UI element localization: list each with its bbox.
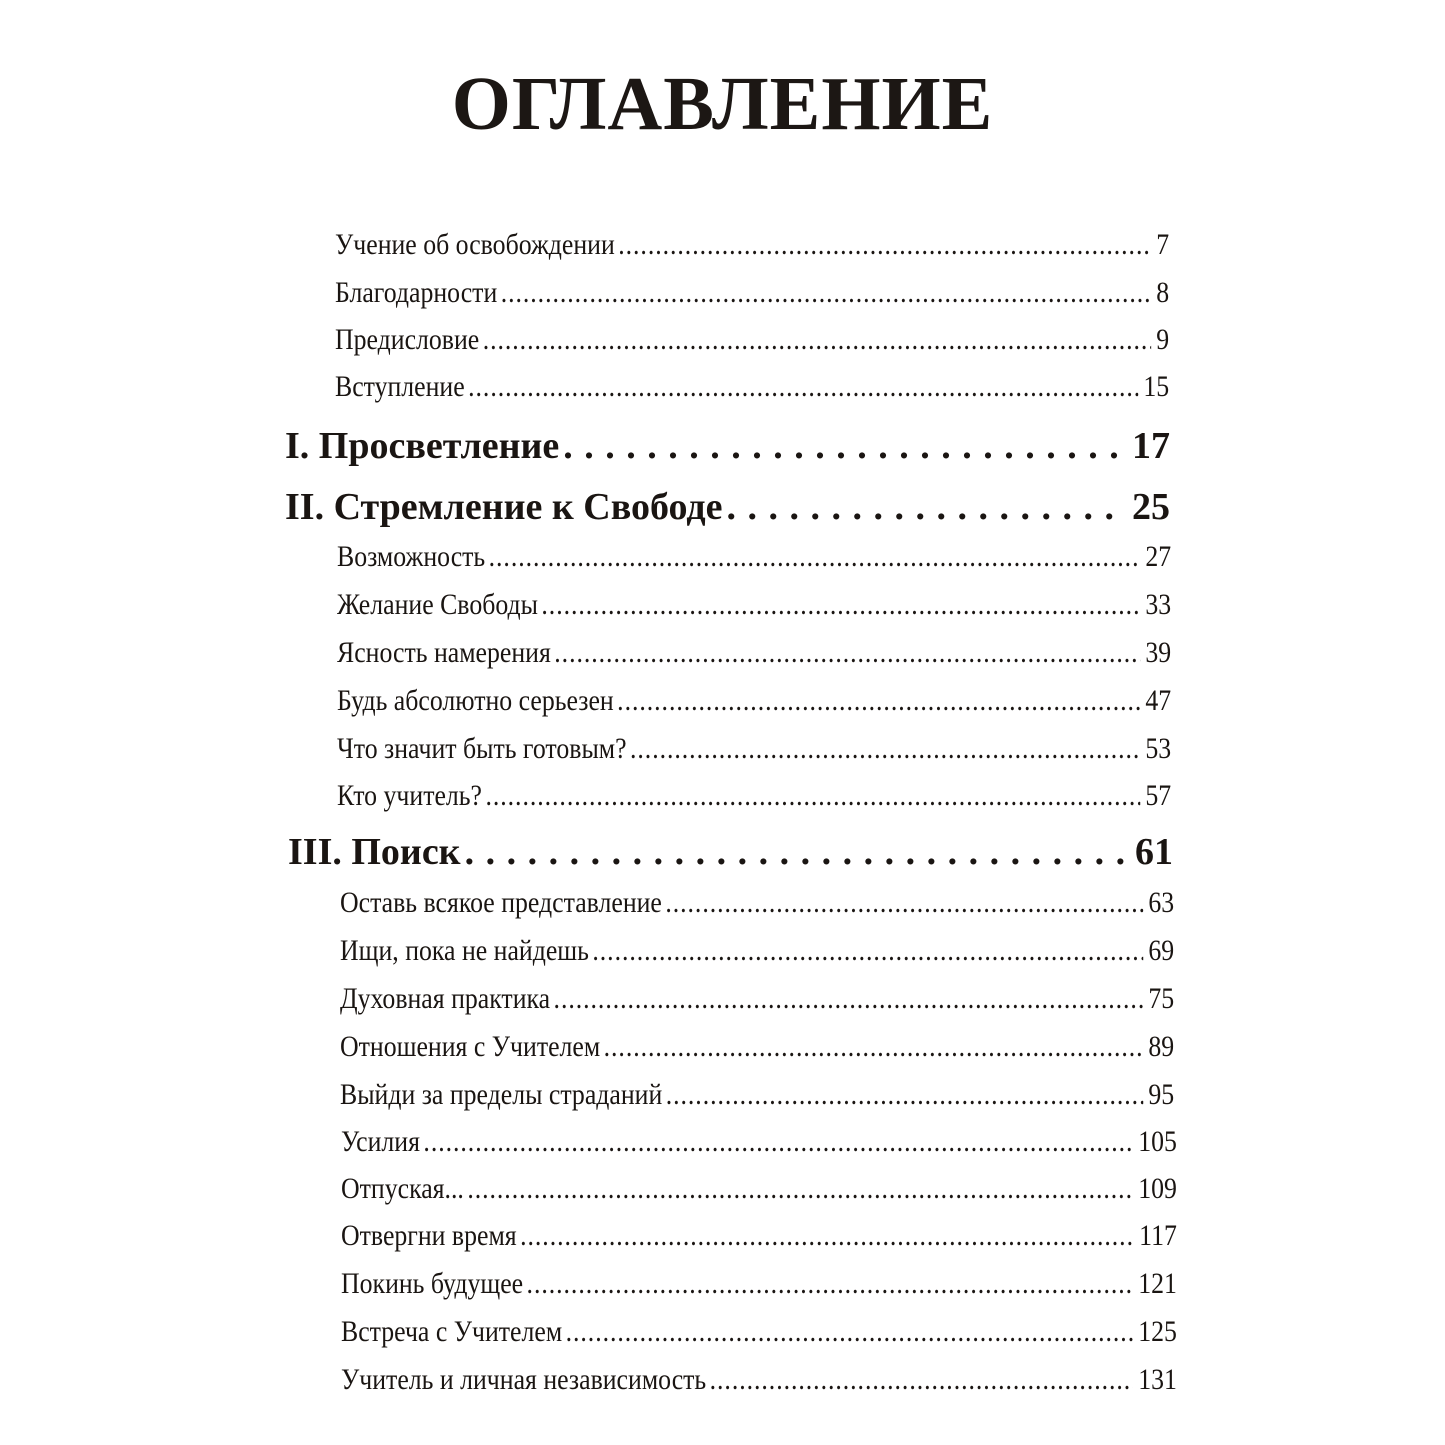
dot-leader bbox=[630, 732, 1140, 766]
dot-leader bbox=[617, 684, 1140, 718]
toc-chapter-label: I. Просветление bbox=[285, 425, 560, 467]
toc-entry-label: Желание Свободы bbox=[337, 588, 538, 621]
dot-leader bbox=[423, 1125, 1133, 1159]
dot-leader bbox=[618, 228, 1151, 262]
toc-entry-page: 33 bbox=[1145, 588, 1172, 621]
toc-entry[interactable] bbox=[341, 1315, 1177, 1349]
toc-entry-label: Отпуская... bbox=[341, 1172, 464, 1205]
toc-entry-label: Отношения с Учителем bbox=[340, 1030, 601, 1063]
toc-entry[interactable] bbox=[340, 1078, 1174, 1112]
toc-entry-page: 27 bbox=[1145, 540, 1172, 573]
toc-entry-label: Благодарности bbox=[335, 276, 498, 309]
toc-entry-label: Выйди за пределы страданий bbox=[340, 1078, 663, 1111]
toc-entry[interactable] bbox=[341, 1219, 1177, 1253]
toc-entry[interactable] bbox=[335, 228, 1169, 262]
toc-entry-label: Покинь будущее bbox=[341, 1267, 524, 1300]
toc-entry[interactable] bbox=[335, 370, 1169, 404]
dot-leader bbox=[541, 588, 1140, 622]
toc-entry-label: Ясность намерения bbox=[337, 636, 551, 669]
toc-entry[interactable] bbox=[340, 934, 1174, 968]
toc-entry[interactable] bbox=[340, 982, 1174, 1016]
toc-entry-page: 69 bbox=[1148, 934, 1175, 967]
toc-entry-label: Духовная практика bbox=[340, 982, 551, 1015]
toc-entry-label: Оставь всякое представление bbox=[340, 886, 662, 919]
dot-leader bbox=[666, 1078, 1144, 1112]
toc-entry[interactable] bbox=[341, 1172, 1177, 1206]
toc-entry-label: Усилия bbox=[341, 1125, 420, 1158]
toc-entry[interactable] bbox=[337, 588, 1171, 622]
toc-chapter[interactable] bbox=[288, 830, 1173, 874]
toc-entry-label: Вступление bbox=[335, 370, 465, 403]
dot-leader bbox=[483, 323, 1151, 357]
toc-entry-page: 105 bbox=[1138, 1125, 1177, 1158]
dot-leader bbox=[465, 830, 1129, 874]
toc-entry-label: Отвергни время bbox=[341, 1219, 517, 1252]
toc-entry-page: 53 bbox=[1145, 732, 1172, 765]
dot-leader bbox=[501, 276, 1151, 310]
toc-entry[interactable] bbox=[335, 323, 1169, 357]
dot-leader bbox=[592, 934, 1143, 968]
toc-entry-label: Кто учитель? bbox=[337, 779, 483, 812]
toc-entry-page: 8 bbox=[1156, 276, 1170, 309]
dot-leader bbox=[468, 370, 1138, 404]
dot-leader bbox=[467, 1172, 1133, 1206]
toc-entry-label: Предисловие bbox=[335, 323, 480, 356]
toc-entry-label: Ищи, пока не найдешь bbox=[340, 934, 589, 967]
toc-entry-page: 117 bbox=[1139, 1219, 1177, 1252]
toc-entry-page: 89 bbox=[1148, 1030, 1175, 1063]
dot-leader bbox=[554, 636, 1140, 670]
toc-chapter-page: 25 bbox=[1132, 486, 1170, 528]
toc-entry-page: 57 bbox=[1145, 779, 1172, 812]
toc-entry[interactable] bbox=[340, 886, 1174, 920]
toc-entry-page: 15 bbox=[1143, 370, 1170, 403]
dot-leader bbox=[527, 1267, 1134, 1301]
toc-entry[interactable] bbox=[337, 684, 1171, 718]
toc-entry-page: 39 bbox=[1145, 636, 1172, 669]
toc-entry-page: 47 bbox=[1145, 684, 1172, 717]
toc-entry-label: Будь абсолютно серьезен bbox=[337, 684, 614, 717]
toc-entry[interactable] bbox=[341, 1267, 1177, 1301]
toc-chapter-page: 17 bbox=[1132, 425, 1170, 467]
toc-entry-page: 109 bbox=[1138, 1172, 1177, 1205]
toc-entry[interactable] bbox=[335, 276, 1169, 310]
toc-entry[interactable] bbox=[341, 1125, 1177, 1159]
dot-leader bbox=[520, 1219, 1134, 1253]
toc-entry-label: Учитель и личная независимость bbox=[341, 1363, 707, 1396]
dot-leader bbox=[554, 982, 1144, 1016]
dot-leader bbox=[726, 485, 1126, 529]
toc-entry-label: Что значит быть готовым? bbox=[337, 732, 627, 765]
dot-leader bbox=[563, 424, 1126, 468]
toc-chapter-page: 61 bbox=[1135, 831, 1173, 873]
dot-leader bbox=[604, 1030, 1144, 1064]
page-title: ОГЛАВЛЕНИЕ bbox=[451, 61, 994, 146]
toc-entry[interactable] bbox=[337, 732, 1171, 766]
dot-leader bbox=[566, 1315, 1133, 1349]
dot-leader bbox=[489, 540, 1141, 574]
toc-entry-page: 131 bbox=[1138, 1363, 1177, 1396]
toc-entry-page: 63 bbox=[1148, 886, 1175, 919]
toc-entry[interactable] bbox=[337, 636, 1171, 670]
dot-leader bbox=[665, 886, 1143, 920]
toc-entry-page: 121 bbox=[1138, 1267, 1177, 1300]
toc-entry-label: Встреча с Учителем bbox=[341, 1315, 563, 1348]
dot-leader bbox=[485, 779, 1140, 813]
toc-entry[interactable] bbox=[337, 540, 1171, 574]
toc-entry[interactable] bbox=[337, 779, 1171, 813]
toc-entry[interactable] bbox=[341, 1363, 1177, 1397]
toc-entry-page: 75 bbox=[1148, 982, 1175, 1015]
toc-entry-page: 95 bbox=[1148, 1078, 1175, 1111]
toc-chapter[interactable] bbox=[285, 424, 1170, 468]
toc-entry-label: Возможность bbox=[337, 540, 486, 573]
toc-entry-page: 125 bbox=[1138, 1315, 1177, 1348]
toc-entry-page: 9 bbox=[1156, 323, 1170, 356]
toc-chapter[interactable] bbox=[285, 485, 1170, 529]
toc-chapter-label: III. Поиск bbox=[288, 831, 461, 873]
toc-chapter-label: II. Стремление к Свободе bbox=[285, 486, 723, 528]
toc-entry-page: 7 bbox=[1156, 228, 1170, 261]
toc-entry[interactable] bbox=[340, 1030, 1174, 1064]
toc-entry-label: Учение об освобождении bbox=[335, 228, 615, 261]
dot-leader bbox=[710, 1363, 1133, 1397]
